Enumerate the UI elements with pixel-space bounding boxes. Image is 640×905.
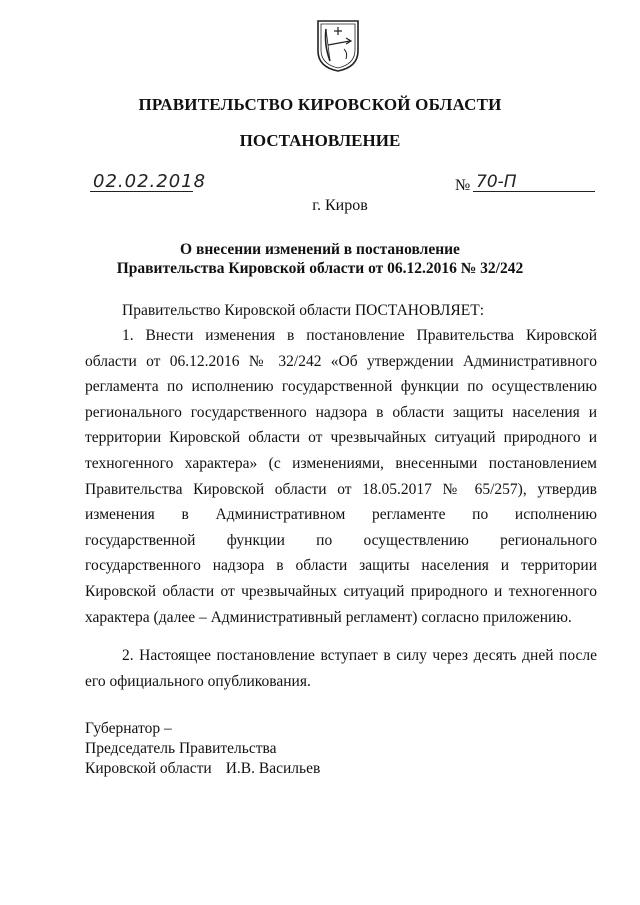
organization-title: ПРАВИТЕЛЬСТВО КИРОВСКОЙ ОБЛАСТИ <box>138 95 502 114</box>
signature-title-1: Губернатор – <box>85 720 172 737</box>
document-number: 70-П <box>476 172 517 192</box>
number-underline <box>473 191 595 192</box>
document-type-title: ПОСТАНОВЛЕНИЕ <box>239 131 401 150</box>
city: г. Киров <box>312 197 368 214</box>
intro-paragraph: Правительство Кировской области ПОСТАНОВЛЯЕТ: <box>122 302 485 319</box>
number-sign: № <box>455 177 471 194</box>
document-date: 02.02.2018 <box>93 171 207 192</box>
subject-line-1: О внесении изменений в постановление <box>180 241 460 258</box>
date-underline <box>90 191 193 192</box>
subject-line-2: Правительства Кировской области от 06.12.2016 № 32/242 <box>116 260 524 277</box>
document-subject <box>0 240 640 278</box>
item-2-paragraph: 2. Настоящее постановление вступает в силу через десять дней после его официального опубликования. <box>85 647 597 690</box>
item-1-paragraph: 1. Внести изменения в постановление Правительства Кировской области от 06.12.2016 № 32/242 «Об утверждении Административного регламента по исполнению государственной функции по осуществлению регионального государственного надзора в области защиты населения и территории Кировской области от чрезвычайных ситуаций природного и техногенного характера» (с изменениями, внесенными постановлением Правительства Кировской области от 18.05.2017 № 65/257), утвердив изменения в Административном регламенте по исполнению государственной функции по осуществлению регионального государственного надзора в области защиты населения и территории Кировской области от чрезвычайных ситуаций природного и техногенного характера (далее – Административный регламент) согласно приложению. <box>85 327 597 626</box>
signature-title-3: Кировской области <box>85 760 212 777</box>
signatory-name: И.В. Васильев <box>225 760 321 777</box>
signature-title-2: Председатель Правительства <box>85 740 277 757</box>
signature-block <box>85 719 320 779</box>
coat-of-arms-icon <box>316 19 360 73</box>
